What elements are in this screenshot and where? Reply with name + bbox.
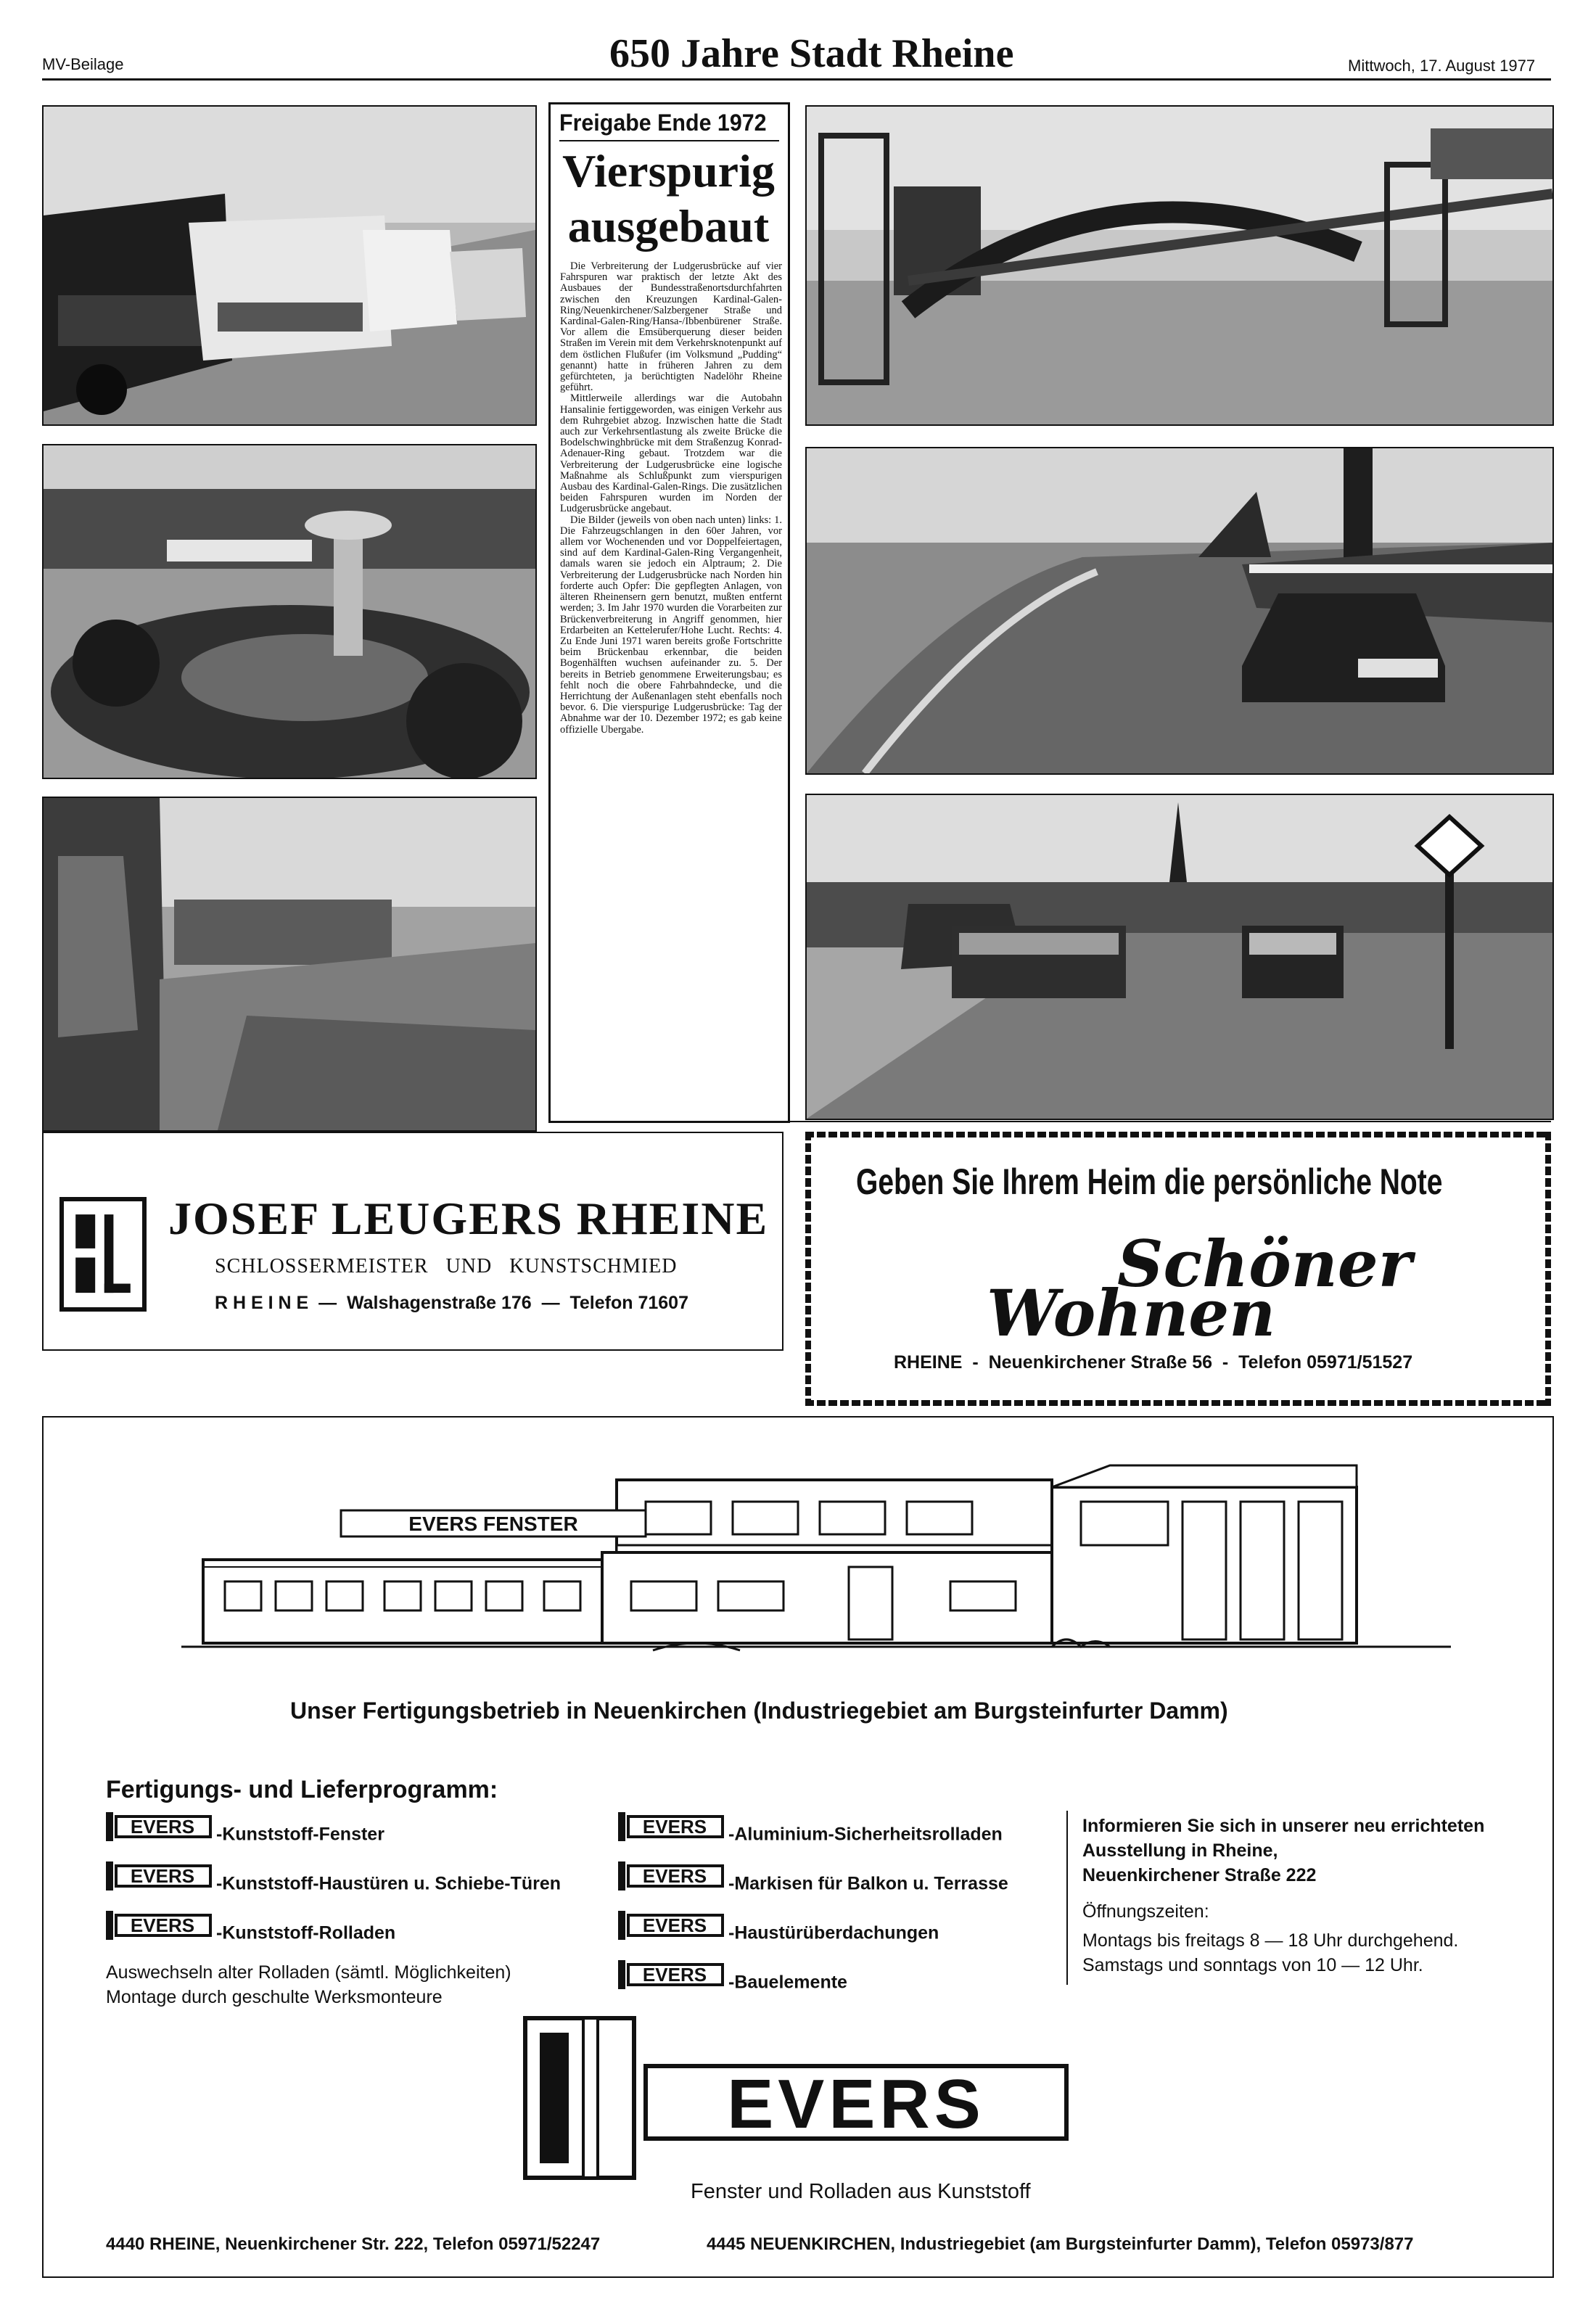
evers-program-heading: Fertigungs- und Lieferprogramm: <box>106 1776 498 1803</box>
evers-logo-icon <box>104 1811 213 1860</box>
hours-line: Samstags und sonntags von 10 — 12 Uhr. <box>1082 1955 1423 1975</box>
program-list-right <box>617 1811 1008 2008</box>
program-list-left <box>104 1811 561 1959</box>
jl-monogram-icon <box>64 1201 142 1307</box>
article-paragraph: Mittlerweile allerdings war die Autobahn Hansalinie fertiggeworden, was einigen Verkehr aus dem Ruhrgebiet abzog. Inzwischen hatte die Stadt auch zur Verkehrsentlastung als zweite Brücke die Bodelschwinghbrücke mit dem Straßenzug Konrad-Adenauer-Ring gebaut. Trotzdem war die Verbreiterung der Ludgerusbrücke eine logische Maßnahme als Schlußpunkt zum vierspurigen Ausbau des Kardinal-Galen-Rings. Die zusätzlichen beiden Fahrspuren wurden im Norden der Ludgerusbrücke angebaut. <box>560 392 782 515</box>
evers-logo-icon <box>104 1860 213 1909</box>
page-title: 650 Jahre Stadt Rheine <box>609 31 1014 76</box>
wohnen-address: RHEINE - Neuenkirchener Straße 56 - Telefon 05971/51527 <box>894 1352 1413 1373</box>
wohnen-border-top <box>805 1132 1551 1137</box>
wohnen-border-left <box>805 1132 811 1406</box>
program-item: EVERS -Kunststoff-Rolladen <box>104 1909 561 1959</box>
note-line: Auswechseln alter Rolladen (sämtl. Möglichkeiten) <box>106 1962 511 1983</box>
evers-caption: Unser Fertigungsbetrieb in Neuenkirchen (Industriegebiet am Burgsteinfurter Damm) <box>290 1698 1228 1724</box>
building-sign-text: EVERS FENSTER <box>408 1513 578 1535</box>
info-line: Ausstellung in Rheine, <box>1082 1840 1278 1861</box>
evers-logo-icon <box>104 1909 213 1959</box>
evers-building-illustration <box>181 1458 1451 1698</box>
evers-big-logo <box>522 2015 1074 2182</box>
note-line: Montage durch geschulte Werksmonteure <box>106 1987 443 2007</box>
photo-park-garden <box>42 444 537 779</box>
wohnen-brand-2: Wohnen <box>987 1275 1276 1351</box>
svg-text:EVERS: EVERS <box>642 1865 707 1887</box>
photo-traffic-queue <box>42 105 537 426</box>
article-bottom-rule <box>789 1121 1551 1122</box>
wohnen-brand-1: Schöner <box>1117 1226 1412 1301</box>
program-item: EVERS -Haustürüberdachungen <box>617 1909 1008 1959</box>
evers-slogan: Fenster und Rolladen aus Kunststoff <box>691 2180 1031 2203</box>
svg-text:EVERS: EVERS <box>130 1914 195 1936</box>
photo-bridge-construction <box>805 105 1554 426</box>
svg-text:EVERS: EVERS <box>642 1964 707 1986</box>
issue-date: Mittwoch, 17. August 1977 <box>1348 57 1536 75</box>
leugers-name: JOSEF LEUGERS RHEINE <box>168 1193 769 1244</box>
leugers-monogram <box>59 1197 147 1312</box>
svg-text:EVERS: EVERS <box>642 1816 707 1838</box>
article-kicker <box>559 110 779 141</box>
program-item: EVERS -Markisen für Balkon u. Terrasse <box>617 1860 1008 1909</box>
headline-line-2: ausgebaut <box>567 200 770 252</box>
program-item: EVERS -Kunststoff-Fenster <box>104 1811 561 1860</box>
hours-line: Montags bis freitags 8 — 18 Uhr durchgehend. <box>1082 1930 1459 1951</box>
wohnen-border-right <box>1545 1132 1551 1406</box>
info-line: Neuenkirchener Straße 222 <box>1082 1865 1317 1885</box>
photo-four-lane-bridge <box>805 794 1554 1120</box>
masthead-rule <box>42 78 1551 81</box>
article-body <box>560 261 782 736</box>
program-item: EVERS -Bauelemente <box>617 1959 1008 2008</box>
info-line: Informieren Sie sich in unserer neu errichteten <box>1082 1816 1485 1836</box>
wohnen-border-bottom <box>805 1400 1551 1406</box>
svg-text:EVERS: EVERS <box>130 1816 195 1838</box>
article-paragraph: Die Verbreiterung der Ludgerusbrücke auf vier Fahrspuren war praktisch der letzte Akt des Ausbaues der Bundesstraßenortsdurchfahrten zwischen den Kreuzungen Kardinal-Galen-Ring/Neuenkirchener/Salzbergener Straße und Kardinal-Galen-Ring/Hansa-/Ibbenbürener Straße. Vor allem die Emsüberquerung dieser beiden Straßen im Verein mit dem Verkehrsknotenpunkt auf dem östlichen Flußufer (im Volksmund „Pudding“ genannt) hatte in früheren Jahren zu dem gefürchteten, ja berüchtigten Nadelöhr Rheine geführt. <box>560 260 782 394</box>
photo-bridge-extension <box>805 447 1554 775</box>
evers-logo-icon <box>617 1811 725 1860</box>
hours-label: Öffnungszeiten: <box>1082 1901 1209 1922</box>
svg-text:EVERS: EVERS <box>642 1914 707 1936</box>
wohnen-tagline: Geben Sie Ihrem Heim die persönliche Note <box>856 1161 1443 1202</box>
evers-showroom-info <box>1082 1814 1484 1978</box>
big-logo-text: EVERS <box>727 2065 985 2143</box>
evers-note <box>106 1960 511 2009</box>
info-divider <box>1066 1811 1068 1985</box>
evers-address-neuenkirchen: 4445 NEUENKIRCHEN, Industriegebiet (am Burgsteinfurter Damm), Telefon 05973/877 <box>707 2234 1414 2254</box>
supplement-label: MV-Beilage <box>42 55 124 73</box>
wohnen-tagline-wrap <box>856 1161 1509 1203</box>
headline-line-1: Vierspurig <box>562 145 775 197</box>
leugers-trade: SCHLOSSERMEISTER UND KUNSTSCHMIED <box>215 1255 678 1278</box>
evers-logo-icon <box>617 1860 725 1909</box>
article-headline <box>551 144 786 254</box>
svg-text:EVERS: EVERS <box>130 1865 195 1887</box>
evers-logo-icon <box>617 1909 725 1959</box>
program-item: EVERS -Aluminium-Sicherheitsrolladen <box>617 1811 1008 1860</box>
kicker-text: Freigabe Ende 1972 <box>559 110 767 136</box>
evers-logo-icon <box>617 1959 725 2008</box>
program-item: EVERS -Kunststoff-Haustüren u. Schiebe-Türen <box>104 1860 561 1909</box>
photo-earthworks <box>42 797 537 1132</box>
evers-address-rheine: 4440 RHEINE, Neuenkirchener Str. 222, Telefon 05971/52247 <box>106 2234 601 2254</box>
article-paragraph: Die Bilder (jeweils von oben nach unten) links: 1. Die Fahrzeugschlangen in den 60er Jahren, vor allem vor Wochenenden und vor Doppelfeiertagen, sind auf dem Kardinal-Galen-Ring Vergangenheit, damals waren sie jedoch ein Alptraum; 2. Die Verbreiterung der Ludgerusbrücke nach Norden hin forderte auch Opfer: Die gepflegten Anlagen, von älteren Rheinensern gern benutzt, mußten entfernt werden; 3. Im Jahr 1970 wurden die Vorarbeiten zur Brückenverbreiterung in Angriff genommen, hier Erdarbeiten an Kettelerufer/Hohe Lucht. Rechts: 4. Zu Ende Juni 1971 waren bereits große Fortschritte beim Brückenbau erkennbar, die beiden Bogenhälften wuchsen aufeinander zu. 5. Der bereits in Betrieb genommene Erweiterungsbau; es fehlt noch die obere Fahrbahndecke, und die Herrichtung der Außenanlagen steht ebenfalls noch bevor. 6. Die vierspurige Ludgerusbrücke: Tag der Abnahme war der 10. Dezember 1972; es gab keine offizielle Ubergabe. <box>560 514 782 736</box>
leugers-address: R H E I N E — Walshagenstraße 176 — Telefon 71607 <box>215 1293 688 1313</box>
